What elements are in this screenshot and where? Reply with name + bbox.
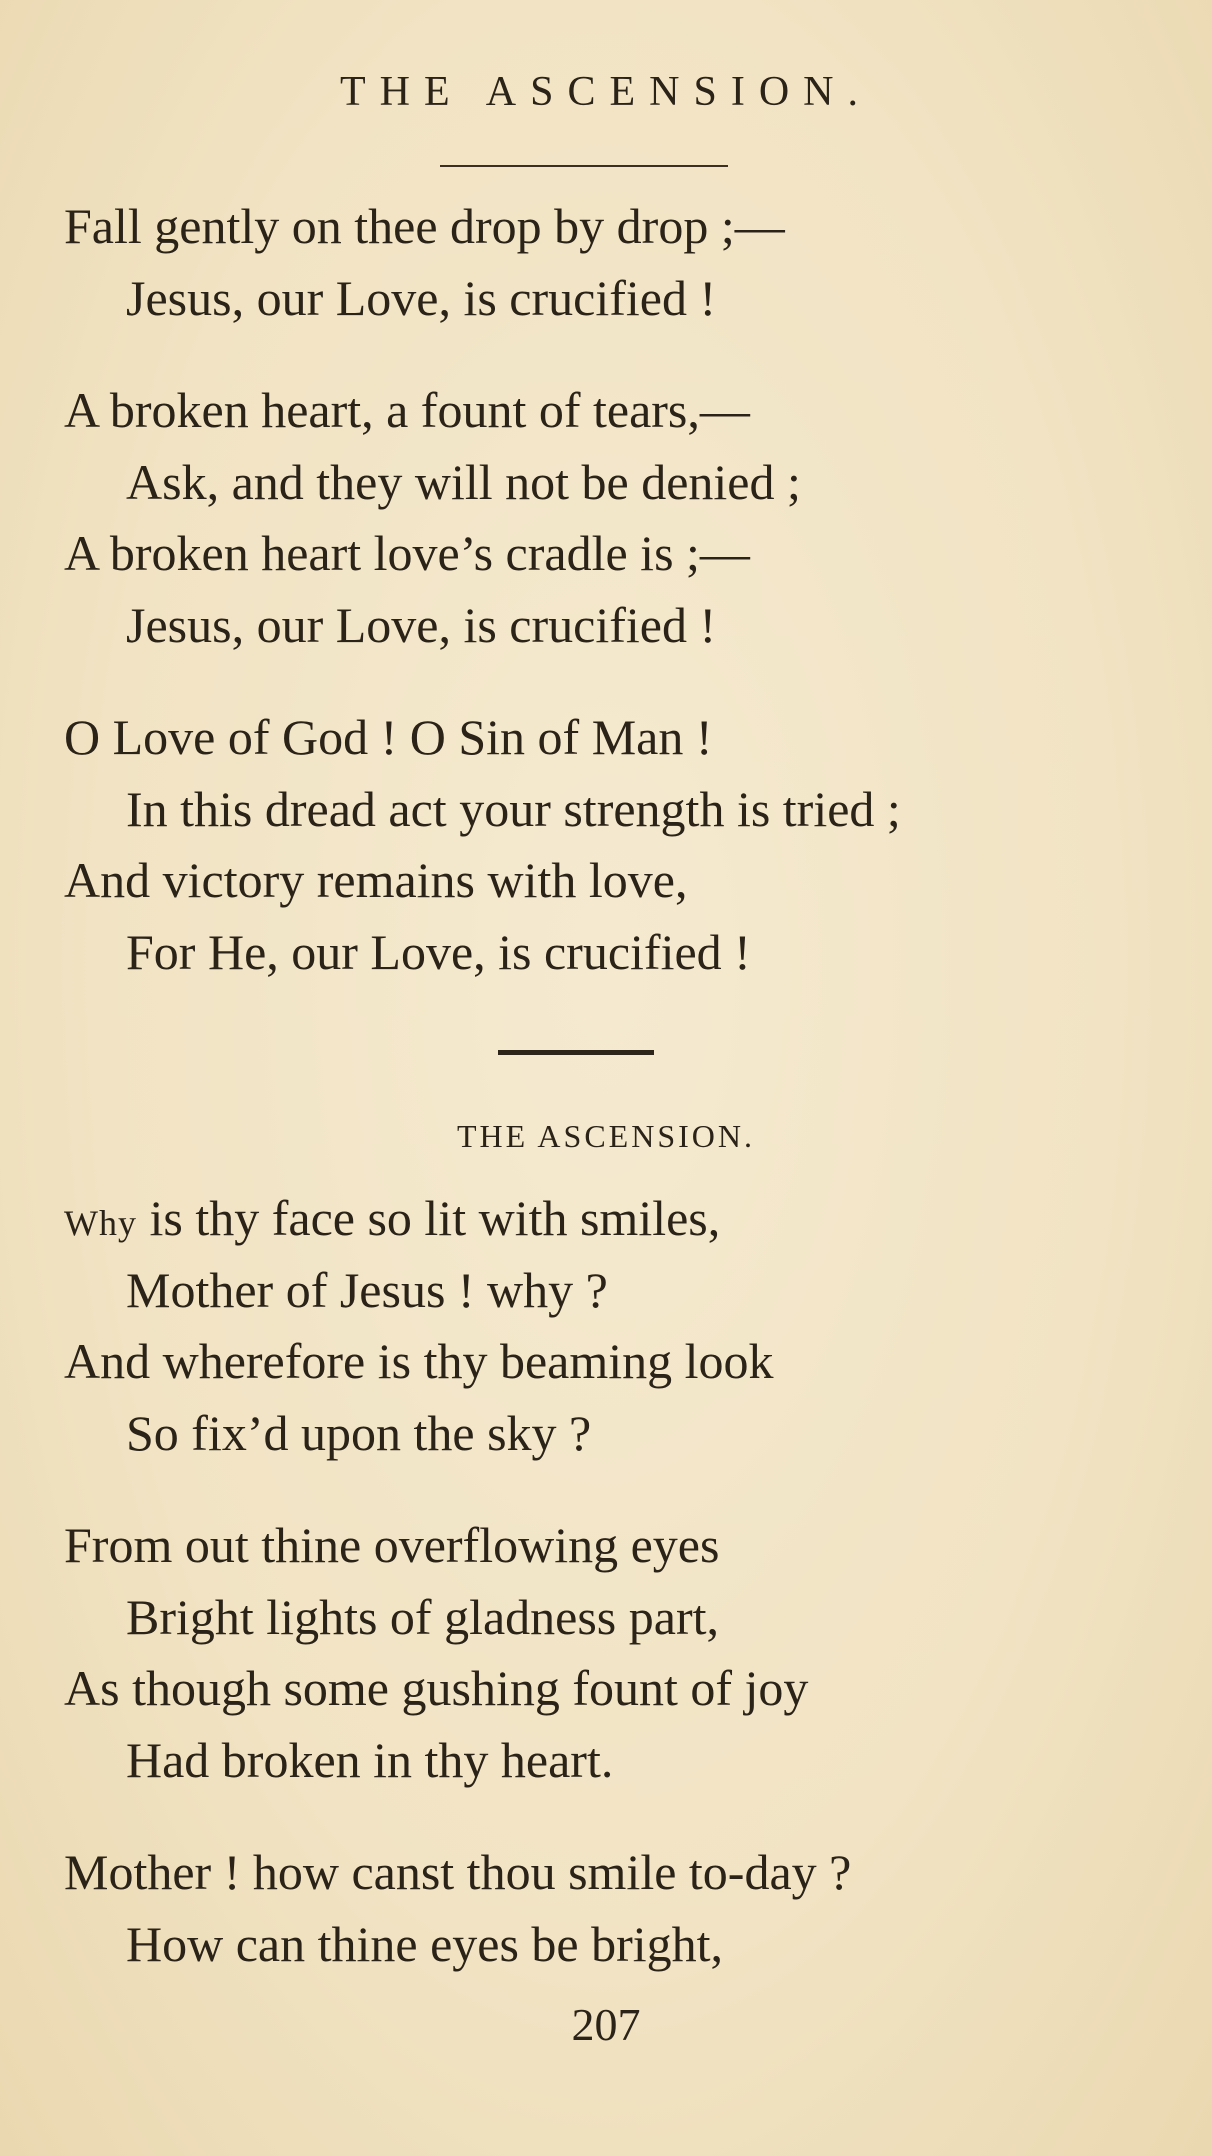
verse-line: Ask, and they will not be denied ; [126, 454, 801, 510]
verse-line: In this dread act your strength is tried ; [126, 781, 901, 837]
verse-line: Had broken in thy heart. [126, 1732, 614, 1788]
page-number: 207 [571, 1999, 641, 2050]
verse-line: For He, our Love, is crucified ! [126, 924, 751, 980]
verse-line: So fix’d upon the sky ? [126, 1405, 592, 1461]
verse-line: And victory remains with love, [64, 852, 688, 908]
verse-line: A broken heart, a fount of tears,— [64, 382, 750, 438]
verse-line-first [64, 1188, 720, 1253]
verse-line: Mother of Jesus ! why ? [126, 1262, 608, 1318]
verse-line: Jesus, our Love, is crucified ! [126, 597, 717, 653]
running-head: THE ASCENSION. [339, 69, 873, 115]
section-rule [498, 1050, 654, 1055]
verse-line: And wherefore is thy beaming look [64, 1333, 774, 1389]
verse-line: Fall gently on thee drop by drop ;— [64, 198, 785, 254]
poem-title: THE ASCENSION. [456, 1118, 755, 1154]
verse-line: A broken heart love’s cradle is ;— [64, 525, 750, 581]
first-line-rest: is thy face so lit with smiles, [136, 1190, 721, 1246]
verse-line: Jesus, our Love, is crucified ! [126, 270, 717, 326]
verse-line: How can thine eyes be bright, [126, 1916, 724, 1972]
small-caps-opening: Why [64, 1203, 137, 1243]
verse-line: O Love of God ! O Sin of Man ! [64, 709, 713, 765]
verse-line: From out thine overflowing eyes [64, 1517, 720, 1573]
header-rule [440, 165, 728, 167]
verse-line: As though some gushing fount of joy [64, 1660, 809, 1716]
verse-line: Mother ! how canst thou smile to-day ? [64, 1844, 852, 1900]
verse-line: Bright lights of gladness part, [126, 1589, 719, 1645]
